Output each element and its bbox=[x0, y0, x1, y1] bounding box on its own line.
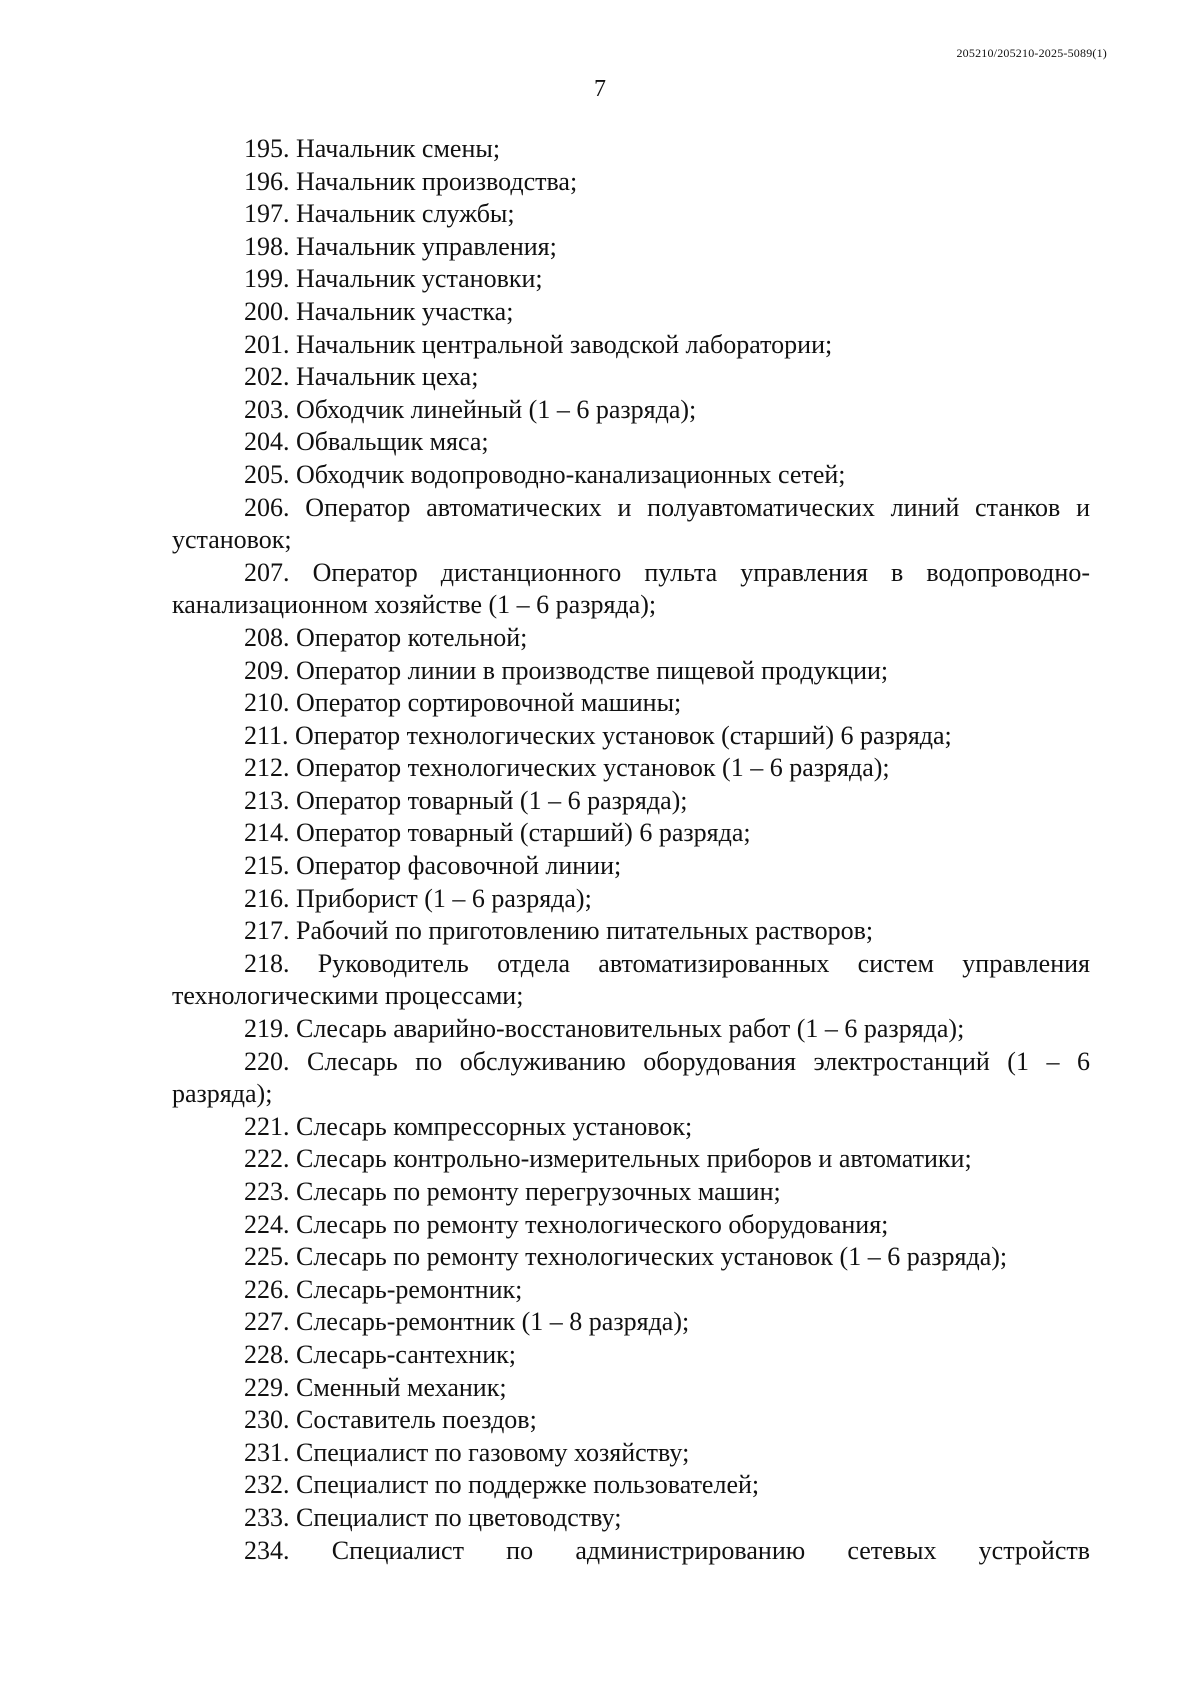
list-item: 203. Обходчик линейный (1 – 6 разряда); bbox=[244, 394, 697, 424]
list-item: 212. Оператор технологических установок (1 – 6 разряда); bbox=[244, 753, 890, 783]
list-item: 195. Начальник смены; bbox=[244, 134, 501, 163]
list-item: 209. Оператор линии в производстве пищевой продукции; bbox=[244, 655, 889, 685]
list-item: 222. Слесарь контрольно-измерительных приборов и автоматики; bbox=[244, 1144, 972, 1174]
list-item: 208. Оператор котельной; bbox=[244, 622, 528, 652]
list-item: 197. Начальник службы; bbox=[244, 199, 515, 229]
list-item: 196. Начальник производства; bbox=[244, 166, 578, 196]
list-item: 204. Обвальщик мяса; bbox=[244, 427, 489, 457]
list-item: 221. Слесарь компрессорных установок; bbox=[244, 1111, 693, 1141]
list-item: 206. Оператор автоматических и полуавтоматических линий станков и установок; bbox=[172, 492, 1090, 555]
list-item: 210. Оператор сортировочной машины; bbox=[244, 688, 682, 718]
list-item: 232. Специалист по поддержке пользователей; bbox=[244, 1470, 760, 1500]
list-item: 200. Начальник участка; bbox=[244, 296, 514, 326]
list-item: 211. Оператор технологических установок (старший) 6 разряда; bbox=[244, 720, 952, 750]
list-item: 199. Начальник установки; bbox=[244, 264, 543, 294]
list-item: 231. Специалист по газовому хозяйству; bbox=[244, 1437, 690, 1467]
list-item: 228. Слесарь-сантехник; bbox=[244, 1339, 516, 1369]
list-item: 224. Слесарь по ремонту технологического оборудования; bbox=[244, 1209, 889, 1239]
list-item: 217. Рабочий по приготовлению питательных растворов; bbox=[244, 916, 874, 946]
list-item: 227. Слесарь-ремонтник (1 – 8 разряда); bbox=[244, 1307, 690, 1337]
list-item: 216. Приборист (1 – 6 разряда); bbox=[244, 883, 592, 913]
profession-list bbox=[172, 133, 1090, 1567]
list-item: 233. Специалист по цветоводству; bbox=[244, 1502, 622, 1532]
list-item: 219. Слесарь аварийно-восстановительных работ (1 – 6 разряда); bbox=[244, 1014, 965, 1044]
page-number: 7 bbox=[594, 76, 606, 102]
list-item: 230. Составитель поездов; bbox=[244, 1405, 537, 1435]
list-item: 218. Руководитель отдела автоматизированных систем управления технологическими процессами; bbox=[172, 948, 1090, 1011]
list-item: 214. Оператор товарный (старший) 6 разряда; bbox=[244, 818, 751, 848]
list-item: 220. Слесарь по обслуживанию оборудования электростанций (1 – 6 разряда); bbox=[172, 1046, 1090, 1109]
list-item: 225. Слесарь по ремонту технологических установок (1 – 6 разряда); bbox=[244, 1242, 1008, 1272]
list-item: 223. Слесарь по ремонту перегрузочных машин; bbox=[244, 1177, 781, 1206]
list-item: 215. Оператор фасовочной линии; bbox=[244, 851, 622, 881]
list-item: 202. Начальник цеха; bbox=[244, 362, 479, 392]
list-item: 213. Оператор товарный (1 – 6 разряда); bbox=[244, 785, 688, 815]
list-item: 207. Оператор дистанционного пульта управления в водопроводно-канализационном хозяйстве (1 – 6 разряда); bbox=[172, 557, 1090, 620]
document-id: 205210/205210-2025-5089(1) bbox=[956, 46, 1107, 60]
list-item: 201. Начальник центральной заводской лаборатории; bbox=[244, 329, 833, 359]
list-item: 229. Сменный механик; bbox=[244, 1372, 507, 1402]
list-item: 234. Специалист по администрированию сетевых устройств bbox=[244, 1535, 1090, 1565]
list-item: 198. Начальник управления; bbox=[244, 231, 557, 261]
list-item: 226. Слесарь-ремонтник; bbox=[244, 1274, 523, 1304]
list-item: 205. Обходчик водопроводно-канализационных сетей; bbox=[244, 459, 846, 489]
